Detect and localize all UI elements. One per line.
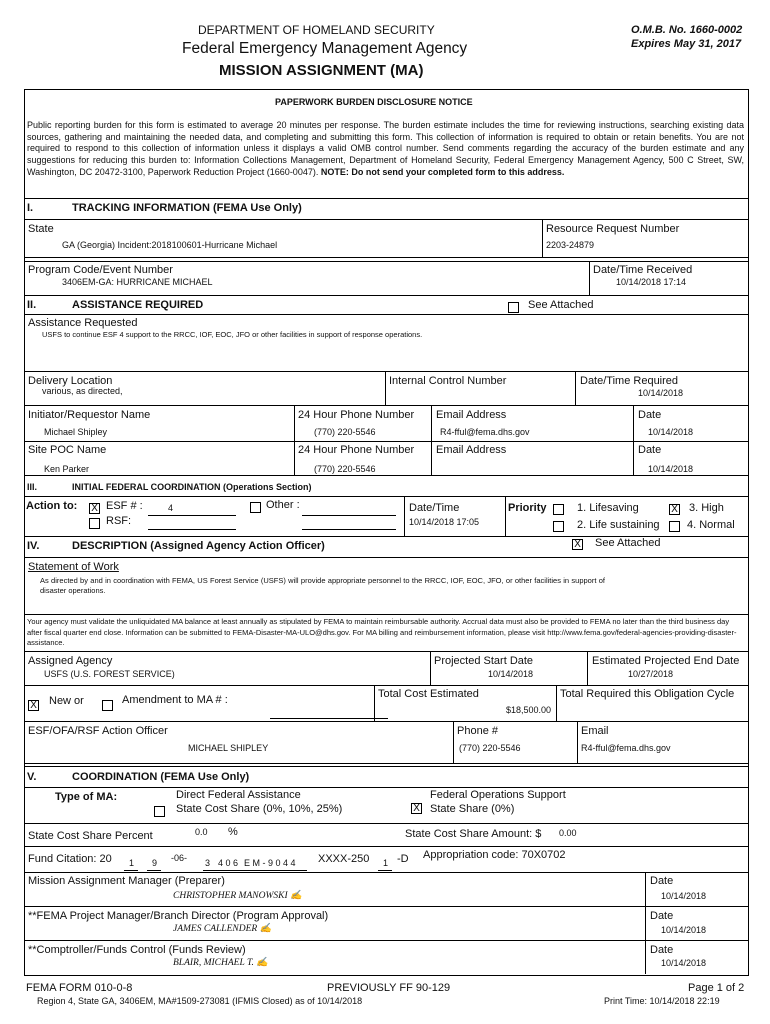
date-time-required-label: Date/Time Required — [580, 375, 679, 387]
department-title: DEPARTMENT OF HOMELAND SECURITY — [198, 23, 435, 37]
priority-normal-checkbox[interactable] — [669, 521, 680, 532]
action-officer-label: ESF/OFA/RSF Action Officer — [28, 725, 168, 737]
ma-manager-date-label: Date — [650, 875, 674, 887]
form-title: MISSION ASSIGNMENT (MA) — [219, 62, 424, 79]
officer-email-label: Email — [581, 725, 609, 737]
ma-manager-signature: CHRISTOPHER MANOWSKI ✍ — [173, 891, 302, 901]
priority-life-sustaining-label: 2. Life sustaining — [577, 519, 660, 531]
fund-citation-dash: -06- — [171, 853, 188, 863]
see-attached-label-4: See Attached — [595, 537, 661, 549]
fund-citation-label: Fund Citation: 20 — [28, 853, 112, 865]
section-4-title: DESCRIPTION (Assigned Agency Action Officer) — [72, 540, 325, 552]
amendment-checkbox[interactable] — [102, 700, 113, 711]
projected-end-value: 10/27/2018 — [628, 669, 674, 679]
state-cost-share-percent-value: 0.0 — [195, 827, 208, 837]
priority-label: Priority — [508, 502, 547, 514]
fund-citation-part-4: 4 0 6 — [218, 858, 239, 868]
form-number: FEMA FORM 010-0-8 — [26, 982, 133, 994]
previous-form-number: PREVIOUSLY FF 90-129 — [327, 982, 451, 994]
project-manager-date-label: Date — [650, 910, 674, 922]
dfa-label: Direct Federal Assistance — [176, 789, 301, 801]
esf-checkbox[interactable]: X — [89, 503, 100, 514]
dfa-checkbox[interactable] — [154, 806, 165, 817]
new-or-label: New or — [49, 695, 84, 707]
fund-citation-part-3: 3 — [205, 858, 211, 868]
site-poc-value: Ken Parker — [44, 464, 90, 474]
see-attached-checkbox-4[interactable]: X — [572, 539, 583, 550]
ma-manager-date-value: 10/14/2018 — [661, 891, 707, 901]
section-3-title: INITIAL FEDERAL COORDINATION (Operations Section) — [72, 482, 312, 492]
fos-share-label: State Share (0%) — [430, 803, 515, 815]
fund-citation-xxxx: XXXX-250 — [318, 853, 370, 865]
requestor-email-label: Email Address — [436, 409, 507, 421]
dfa-share-label: State Cost Share (0%, 10%, 25%) — [176, 803, 343, 815]
appropriation-code: Appropriation code: 70X0702 — [423, 849, 566, 861]
resource-request-value: 2203-24879 — [546, 240, 595, 250]
date-time-received-value: 10/14/2018 17:14 — [616, 277, 687, 287]
state-value: GA (Georgia) Incident:2018100601-Hurricane Michael — [62, 240, 278, 250]
state-cost-share-percent-label: State Cost Share Percent — [28, 830, 153, 842]
requestor-date-value: 10/14/2018 — [648, 427, 694, 437]
requestor-phone-value: (770) 220-5546 — [314, 427, 376, 437]
state-cost-share-amount-value: 0.00 — [559, 828, 577, 838]
omb-expiration: Expires May 31, 2017 — [631, 38, 742, 50]
priority-normal-label: 4. Normal — [687, 519, 735, 531]
page-number: Page 1 of 2 — [688, 982, 745, 994]
priority-life-sustaining-checkbox[interactable] — [553, 521, 564, 532]
projected-start-value: 10/14/2018 — [488, 669, 534, 679]
other-checkbox[interactable] — [250, 502, 261, 513]
other-label: Other : — [266, 499, 300, 511]
project-manager-label: **FEMA Project Manager/Branch Director (Program Approval) — [28, 910, 329, 922]
type-of-ma-label: Type of MA: — [55, 791, 118, 803]
comptroller-date-label: Date — [650, 944, 674, 956]
delivery-location-value: various, as directed, — [42, 386, 123, 396]
action-to-label: Action to: — [26, 500, 78, 512]
poc-date-value: 10/14/2018 — [648, 464, 694, 474]
requestor-name-label: Initiator/Requestor Name — [28, 409, 151, 421]
officer-email-value: R4-fful@fema.dhs.gov — [581, 743, 671, 753]
comptroller-signature: BLAIR, MICHAEL T. ✍ — [173, 958, 269, 968]
poc-date-label: Date — [638, 444, 662, 456]
program-code-label: Program Code/Event Number — [28, 264, 173, 276]
date-time-required-value: 10/14/2018 — [638, 388, 684, 398]
date-time-value: 10/14/2018 17:05 — [409, 517, 480, 527]
fund-citation-part-6: 1 — [383, 858, 389, 868]
project-manager-date-value: 10/14/2018 — [661, 925, 707, 935]
fund-citation-part-2: 9 — [152, 858, 158, 868]
section-1-title: TRACKING INFORMATION (FEMA Use Only) — [72, 202, 302, 214]
section-1-number: I. — [27, 202, 34, 214]
projected-end-label: Estimated Projected End Date — [592, 655, 740, 667]
section-5-title: COORDINATION (FEMA Use Only) — [72, 771, 250, 783]
esf-value: 4 — [168, 503, 174, 513]
total-cost-value: $18,500.00 — [506, 705, 552, 715]
resource-request-label: Resource Request Number — [546, 223, 680, 235]
fund-citation-part-5: E M - 9 0 4 4 — [244, 858, 296, 868]
burden-text: Public reporting burden for this form is estimated to average 20 minutes per response. The burden estimate includes the time for reviewing instructions, searching existing data sources, gathering and maintaining the needed data, and completing and submitting this form. This collection of information is required to obtain or retain benefits. You are not required to respond to this collection of information unless it displays a valid OMB control number. Send comments regarding the accuracy of the burden estimate and any suggestions for reducing this burden to: Information Collections Management, Department of Homeland Security, Federal Emergency Management Agency, 500 C Street, SW, Washington, DC 20472-3100, Paperwork Reduction Project (1660-0047). NOTE: Do not send your completed form to this address. — [27, 120, 744, 177]
omb-number: O.M.B. No. 1660-0002 — [631, 24, 743, 36]
priority-lifesaving-checkbox[interactable] — [553, 504, 564, 515]
statement-of-work-label: Statement of Work — [28, 561, 119, 573]
state-cost-share-amount-label: State Cost Share Amount: $ — [405, 828, 542, 840]
burden-heading: PAPERWORK BURDEN DISCLOSURE NOTICE — [275, 97, 473, 107]
section-2-number: II. — [27, 299, 37, 311]
new-ma-checkbox[interactable]: X — [28, 700, 39, 711]
fund-citation-part-1: 1 — [129, 858, 135, 868]
see-attached-checkbox-2[interactable] — [508, 302, 519, 313]
priority-high-checkbox[interactable]: X — [669, 504, 680, 515]
assistance-requested-value: USFS to continue ESF 4 support to the RRCC, IOF, EOC, JFO or other facilities in support of response operations. — [42, 330, 423, 339]
projected-start-label: Projected Start Date — [434, 655, 534, 667]
officer-phone-value: (770) 220-5546 — [459, 743, 521, 753]
section-3-number: III. — [27, 482, 38, 492]
internal-control-label: Internal Control Number — [389, 375, 507, 387]
comptroller-date-value: 10/14/2018 — [661, 958, 707, 968]
date-time-label: Date/Time — [409, 502, 460, 514]
poc-phone-value: (770) 220-5546 — [314, 464, 376, 474]
ulo-notice: Your agency must validate the unliquidated MA balance at least annually as stipulated by FEMA to maintain reimbursable authority. Accrual data must also be provided to FEMA no later than the third business day after fiscal quarter end close. Information can be submitted to FEMA-Disaster-MA-ULO@dhs.gov. For MA billing and reimbursement information, please visit http://www.fema.gov/federal-agencies-providing-disaster-assistance. — [27, 617, 737, 647]
total-cost-label: Total Cost Estimated — [378, 688, 479, 700]
delivery-location-label: Delivery Location — [28, 375, 113, 387]
program-code-value: 3406EM-GA: HURRICANE MICHAEL — [62, 277, 213, 287]
date-time-received-label: Date/Time Received — [593, 264, 693, 276]
section-2-title: ASSISTANCE REQUIRED — [72, 299, 204, 311]
site-poc-label: Site POC Name — [28, 444, 107, 456]
state-label: State — [28, 223, 54, 235]
percent-sign: % — [228, 826, 238, 838]
print-time: Print Time: 10/14/2018 22:19 — [604, 996, 720, 1006]
see-attached-label-2: See Attached — [528, 299, 594, 311]
poc-phone-label: 24 Hour Phone Number — [298, 444, 415, 456]
section-5-number: V. — [27, 771, 37, 783]
ma-manager-label: Mission Assignment Manager (Preparer) — [28, 875, 225, 887]
poc-email-label: Email Address — [436, 444, 507, 456]
requestor-name-value: Michael Shipley — [44, 427, 108, 437]
rsf-label: RSF: — [106, 515, 132, 527]
project-manager-signature: JAMES CALLENDER ✍ — [173, 924, 272, 934]
fos-checkbox[interactable]: X — [411, 803, 422, 814]
requestor-date-label: Date — [638, 409, 662, 421]
statement-of-work-value: As directed by and in coordination with FEMA, US Forest Service (USFS) will provide appropriate personnel to the RRCC, IOF, EOC, JFO, or other facilities in support of disaster operations. — [40, 576, 605, 595]
esf-label: ESF # : — [106, 500, 143, 512]
rsf-checkbox[interactable] — [89, 518, 100, 529]
priority-lifesaving-label: 1. Lifesaving — [577, 502, 639, 514]
total-required-label: Total Required this Obligation Cycle — [560, 688, 735, 700]
requestor-phone-label: 24 Hour Phone Number — [298, 409, 415, 421]
action-officer-value: MICHAEL SHIPLEY — [188, 743, 269, 753]
fund-citation-suffix: -D — [397, 853, 409, 865]
officer-phone-label: Phone # — [457, 725, 498, 737]
amendment-label: Amendment to MA # : — [122, 694, 228, 706]
priority-high-label: 3. High — [689, 502, 724, 514]
section-4-number: IV. — [27, 540, 40, 552]
fos-label: Federal Operations Support — [430, 789, 566, 801]
agency-title: Federal Emergency Management Agency — [182, 40, 468, 57]
assigned-agency-label: Assigned Agency — [28, 655, 113, 667]
comptroller-label: **Comptroller/Funds Control (Funds Review) — [28, 944, 246, 956]
requestor-email-value: R4-fful@fema.dhs.gov — [440, 427, 530, 437]
region-info: Region 4, State GA, 3406EM, MA#1509-273081 (IFMIS Closed) as of 10/14/2018 — [37, 996, 363, 1006]
assigned-agency-value: USFS (U.S. FOREST SERVICE) — [44, 669, 175, 679]
assistance-requested-label: Assistance Requested — [28, 317, 138, 329]
